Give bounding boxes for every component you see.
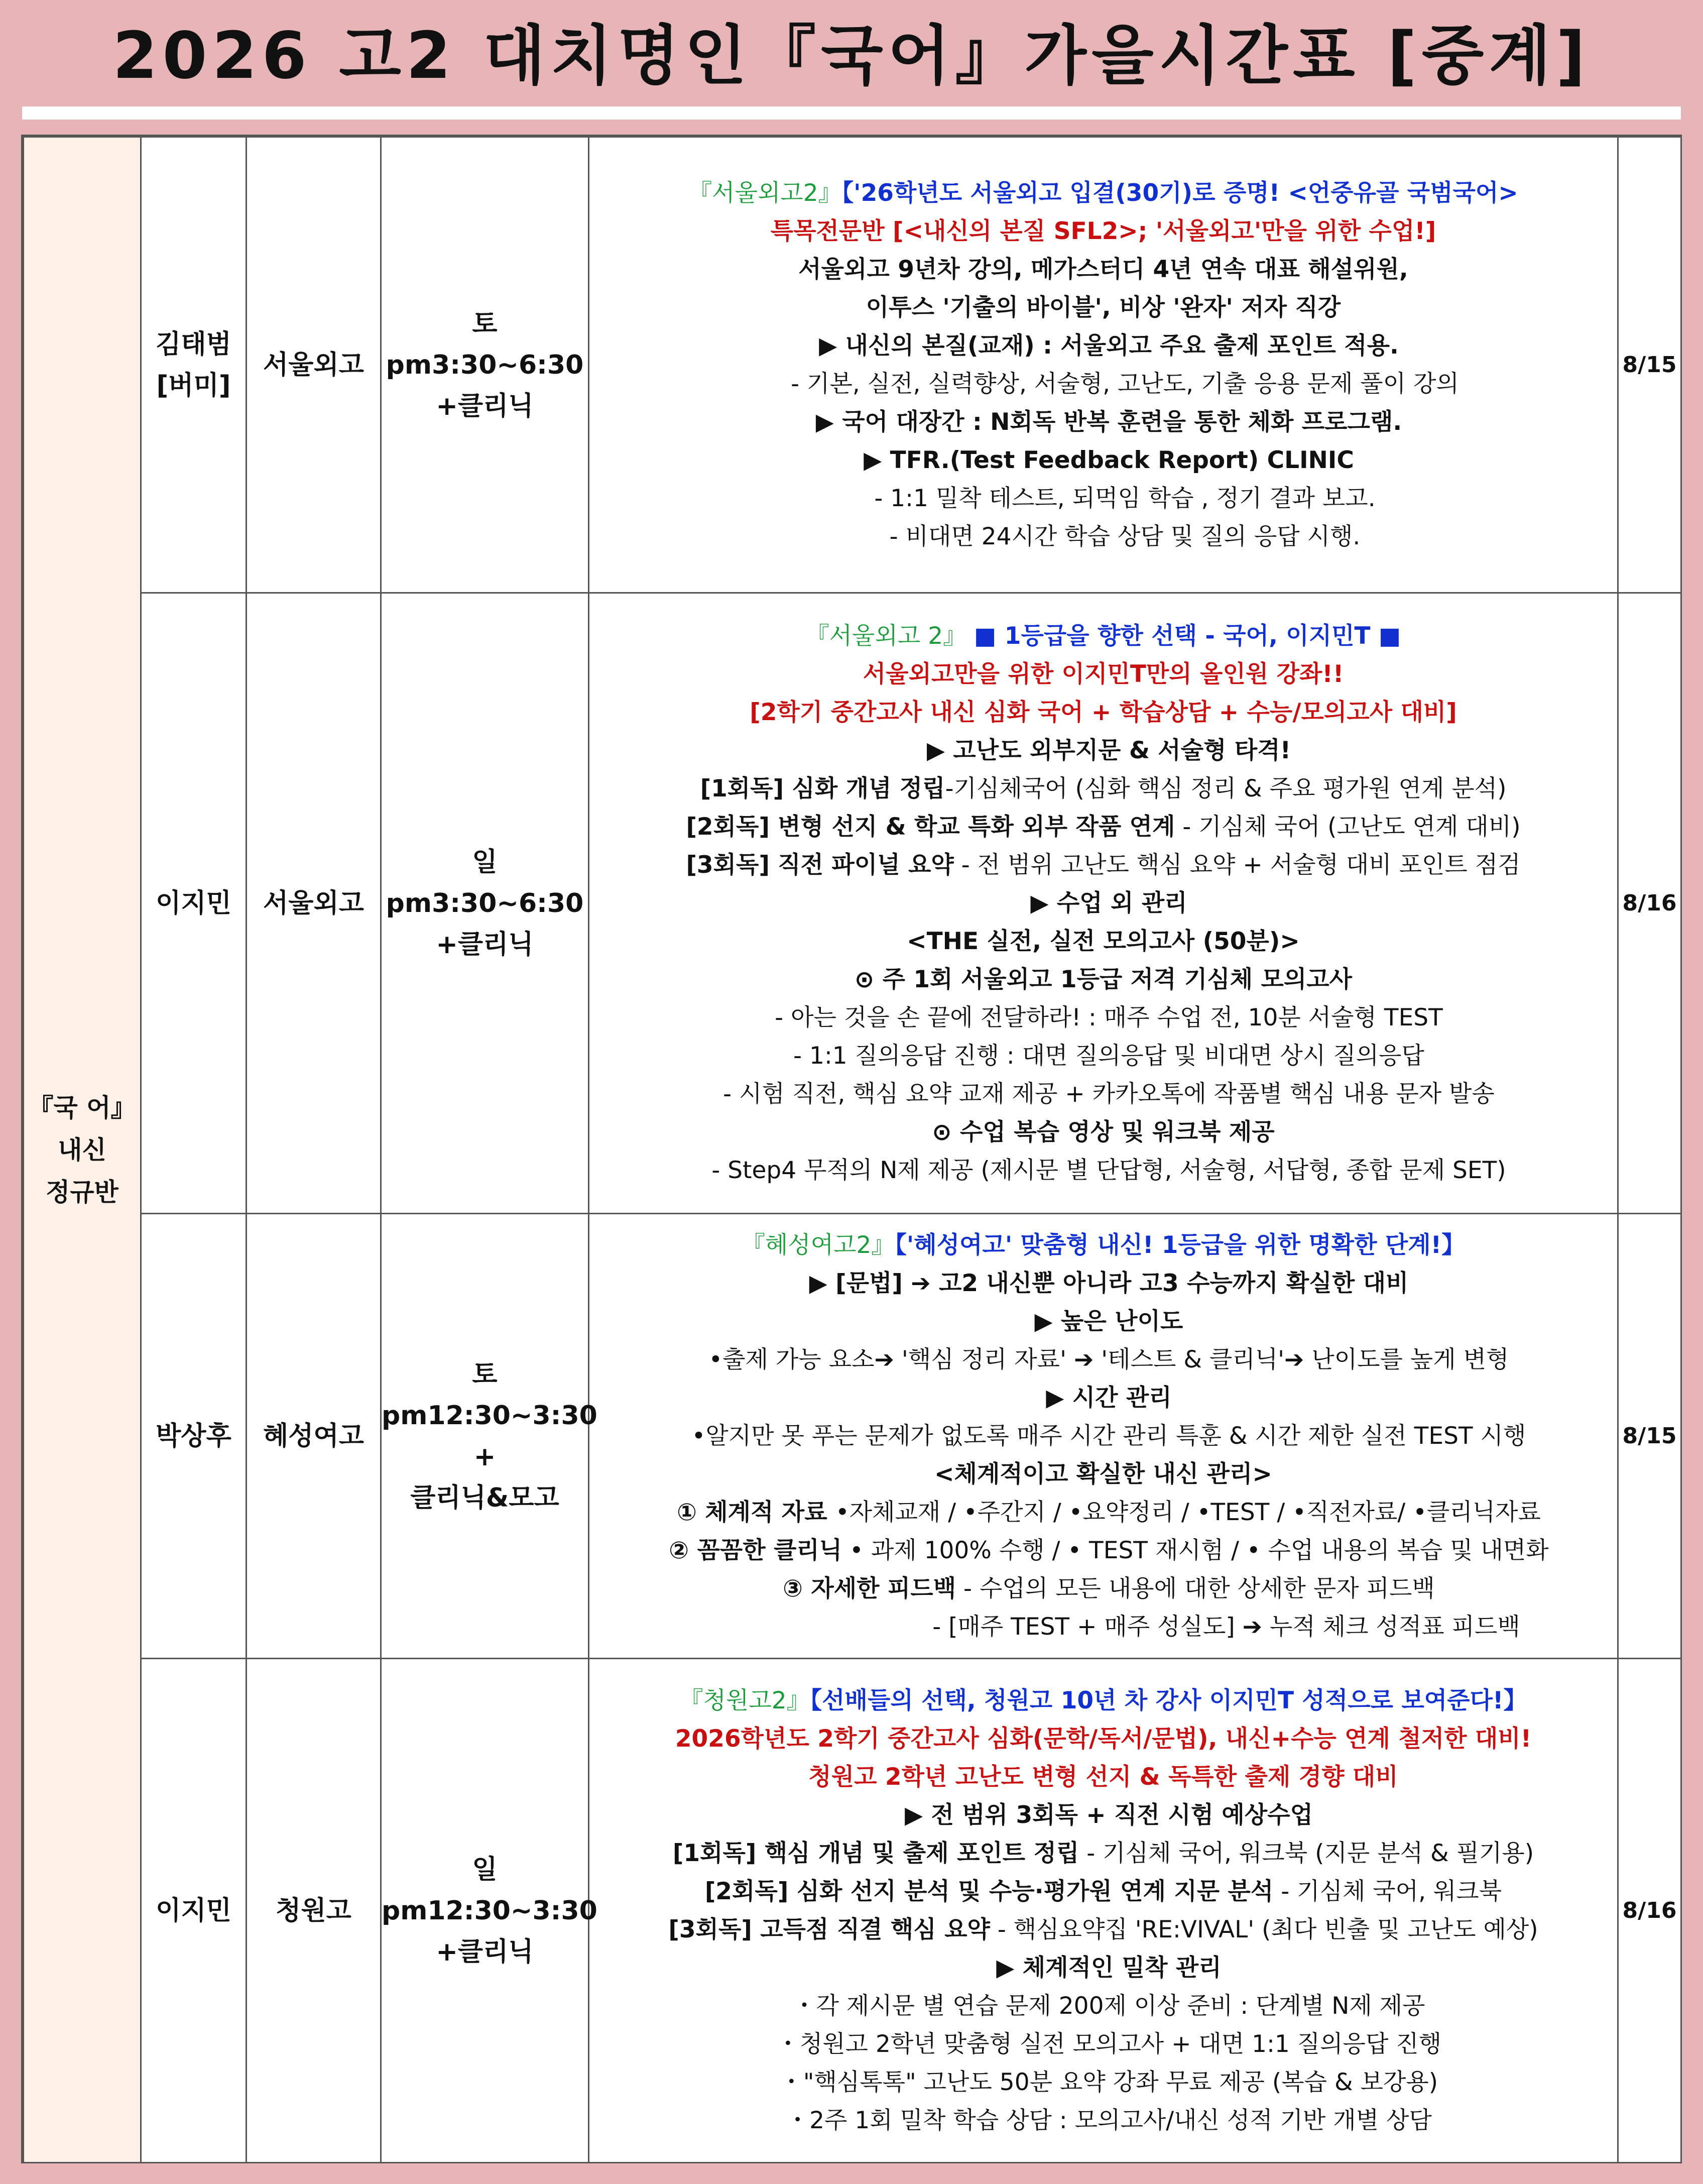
description-text: ▶ 고난도 외부지문 & 서술형 타격!: [926, 736, 1291, 764]
description-line: [589, 2063, 1617, 2102]
description-line: [589, 2102, 1617, 2140]
description-line: [589, 289, 1617, 327]
description-text: ▶ 수업 외 관리: [1030, 889, 1187, 917]
description-text: ▶ [문법] ➔ 고2 내신뿐 아니라 고3 수능까지 확실한 대비: [809, 1269, 1409, 1297]
description-line: [589, 1758, 1617, 1796]
course-description: [589, 1214, 1618, 1659]
description-line: [589, 1987, 1617, 2025]
description-line: [589, 694, 1617, 732]
description-line: [589, 1226, 1617, 1265]
teacher-name: 이지민: [141, 1659, 247, 2163]
description-line: [589, 808, 1617, 846]
description-line: [589, 212, 1617, 251]
description-text: 【'26학년도 서울외고 입결(30기)로 증명! <언중유골 국범국어>: [841, 179, 1518, 207]
description-line: [589, 1303, 1617, 1341]
description-line: [589, 480, 1617, 518]
description-line: [589, 1493, 1617, 1532]
description-text: [2회독] 변형 선지 & 학교 특화 외부 작품 연계: [686, 813, 1175, 841]
description-line: [589, 1455, 1617, 1493]
description-text: - 아는 것을 손 끝에 전달하라! : 매주 수업 전, 10분 서술형 TEST: [775, 1003, 1443, 1031]
class-time: 토 pm3:30~6:30 +클리닉: [381, 137, 589, 593]
description-text: ▶ 체계적인 밀착 관리: [996, 1953, 1222, 1982]
school-name: 서울외고: [247, 593, 381, 1214]
description-text: - 수업의 모든 내용에 대한 상세한 문자 피드백: [956, 1574, 1435, 1602]
school-name: 혜성여고: [247, 1214, 381, 1659]
description-text: 이투스 '기출의 바이블', 비상 '완자' 저자 직강: [866, 293, 1341, 321]
description-text: - 기심체 국어, 워크북 (지문 분석 & 필기용): [1079, 1839, 1534, 1867]
description-text: 『혜성여고2』: [741, 1231, 895, 1259]
description-line: [589, 655, 1617, 694]
description-text: [1회독] 핵심 개념 및 출제 포인트 정립: [672, 1839, 1079, 1867]
description-line: [589, 1873, 1617, 1911]
description-text: ■ 1등급을 향한 선택 - 국어, 이지민T ■: [974, 622, 1401, 650]
timetable: [23, 136, 1682, 2163]
description-text: ▶ 국어 대장간 : N회독 반복 훈련을 통한 체화 프로그램.: [815, 408, 1402, 436]
description-line: [589, 1037, 1617, 1075]
description-line: [589, 770, 1617, 808]
description-line: [589, 961, 1617, 999]
title-underline-bar: [22, 106, 1681, 120]
description-text: 『청원고2』: [679, 1686, 810, 1714]
class-time: 토 pm12:30~3:30 + 클리닉&모고: [381, 1214, 589, 1659]
description-text: [2회독] 심화 선지 분석 및 수능·평가원 연계 지문 분석: [704, 1877, 1274, 1905]
description-text: - 비대면 24시간 학습 상담 및 질의 응답 시행.: [889, 522, 1361, 550]
description-text: 서울외고만을 위한 이지민T만의 올인원 강좌!!: [863, 660, 1344, 688]
description-text: ⊙ 주 1회 서울외고 1등급 저격 기심체 모의고사: [854, 965, 1353, 993]
table-row: [24, 1659, 1681, 2163]
description-text: •알지만 못 푸는 문제가 없도록 매주 시간 관리 특훈 & 시간 제한 실전 TEST 시행: [691, 1422, 1526, 1450]
description-line: [589, 1911, 1617, 1949]
description-line: [589, 1341, 1617, 1379]
start-date: 8/16: [1618, 1659, 1681, 2163]
category-label: 『국 어』 내신 정규반: [28, 1093, 136, 1207]
description-line: [589, 884, 1617, 923]
teacher-name: 박상후: [141, 1214, 247, 1659]
description-line: [589, 1834, 1617, 1873]
description-line: [589, 1075, 1617, 1113]
description-text: ⊙ 수업 복습 영상 및 워크북 제공: [932, 1118, 1275, 1146]
description-line: [589, 1796, 1617, 1834]
description-text: •출제 가능 요소➔ '핵심 정리 자료' ➔ '테스트 & 클리닉'➔ 난이도를 높게 변형: [708, 1345, 1509, 1373]
class-time: 일 pm12:30~3:30 +클리닉: [381, 1659, 589, 2163]
table-row: [24, 593, 1681, 1214]
category-cell: [24, 137, 141, 2163]
description-text: ② 꼼꼼한 클리닉: [669, 1536, 842, 1564]
description-text: ・"핵심톡톡" 고난도 50분 요약 강좌 무료 제공 (복습 & 보강용): [779, 2068, 1438, 2096]
description-line: [589, 251, 1617, 289]
start-date: 8/15: [1618, 137, 1681, 593]
description-text: - [매주 TEST + 매주 성실도] ➔ 누적 체크 성적표 피드백: [932, 1613, 1520, 1641]
description-line: [589, 518, 1617, 556]
description-line: [589, 999, 1617, 1037]
description-text: [1회독] 심화 개념 정립: [700, 774, 945, 802]
description-line: [589, 1949, 1617, 1987]
description-text: 【'혜성여고' 맞춤형 내신! 1등급을 위한 명확한 단계!】: [895, 1231, 1466, 1259]
table-row: [24, 1214, 1681, 1659]
description-line: [589, 1608, 1617, 1646]
description-line: [589, 1532, 1617, 1570]
description-text: 『서울외고2』: [688, 179, 842, 207]
description-line: [589, 441, 1617, 480]
class-time: 일 pm3:30~6:30 +클리닉: [381, 593, 589, 1214]
description-text: ▶ 내신의 본질(교재) : 서울외고 주요 출제 포인트 적용.: [819, 331, 1399, 360]
description-text: •자체교재 / •주간지 / •요약정리 / •TEST / •직전자료/ •클리닉자료: [835, 1498, 1541, 1526]
description-text: - 전 범위 고난도 핵심 요약 + 서술형 대비 포인트 점검: [953, 851, 1521, 879]
description-line: [589, 923, 1617, 961]
description-line: [589, 1113, 1617, 1152]
description-text: ▶ 전 범위 3회독 + 직전 시험 예상수업: [905, 1801, 1313, 1829]
teacher-name: 김태범 [버미]: [141, 137, 247, 593]
description-text: ③ 자세한 피드백: [783, 1574, 956, 1602]
description-text: - 1:1 밀착 테스트, 되먹임 학습 , 정기 결과 보고.: [874, 484, 1376, 512]
description-text: [2학기 중간고사 내신 심화 국어 + 학습상담 + 수능/모의고사 대비]: [750, 698, 1457, 726]
description-line: [589, 2025, 1617, 2063]
description-text: - 핵심요약집 'RE:VIVAL' (최다 빈출 및 고난도 예상): [990, 1915, 1538, 1943]
description-text: 『서울외고 2』: [805, 622, 975, 650]
description-line: [589, 1152, 1617, 1190]
description-line: [589, 1720, 1617, 1758]
description-line: [589, 403, 1617, 441]
description-text: [3회독] 직전 파이널 요약: [686, 851, 954, 879]
description-text: 특목전문반 [<내신의 본질 SFL2>; '서울외고'만을 위한 수업!]: [770, 217, 1436, 245]
description-line: [589, 617, 1617, 655]
description-text: - 시험 직전, 핵심 요약 교재 제공 + 카카오톡에 작품별 핵심 내용 문자 발송: [723, 1080, 1495, 1108]
description-text: 서울외고 9년차 강의, 메가스터디 4년 연속 대표 해설위원,: [798, 255, 1408, 283]
description-text: ▶ 시간 관리: [1046, 1384, 1172, 1412]
course-description: [589, 593, 1618, 1214]
description-text: - 기심체 국어, 워크북: [1273, 1877, 1502, 1905]
start-date: 8/15: [1618, 1214, 1681, 1659]
description-line: [589, 1379, 1617, 1417]
description-text: ① 체계적 자료: [677, 1498, 835, 1526]
start-date: 8/16: [1618, 593, 1681, 1214]
description-text: 2026학년도 2학기 중간고사 심화(문학/독서/문법), 내신+수능 연계 철저한 대비!: [675, 1725, 1532, 1753]
description-line: [589, 1682, 1617, 1720]
course-description: [589, 1659, 1618, 2163]
description-text: ▶ 높은 난이도: [1034, 1307, 1183, 1335]
school-name: 청원고: [247, 1659, 381, 2163]
description-text: - Step4 무적의 N제 제공 (제시문 별 단답형, 서술형, 서답형, 종합 문제 SET): [711, 1156, 1506, 1184]
description-text: ・각 제시문 별 연습 문제 200제 이상 준비 : 단계별 N제 제공: [792, 1992, 1425, 2020]
table-row: [24, 137, 1681, 593]
description-text: ▶ TFR.(Test Feedback Report) CLINIC: [864, 446, 1354, 474]
description-line: [589, 365, 1617, 403]
description-line: [589, 174, 1617, 212]
description-text: ・2주 1회 밀착 학습 상담 : 모의고사/내신 성적 기반 개별 상담: [786, 2106, 1432, 2134]
description-text: -기심체국어 (심화 핵심 정리 & 주요 평가원 연계 분석): [945, 774, 1507, 802]
description-line: [589, 1265, 1617, 1303]
description-text: ・청원고 2학년 맞춤형 실전 모의고사 + 대면 1:1 질의응답 진행: [776, 2030, 1442, 2058]
page-title: 2026 고2 대치명인『국어』가을시간표 [중계]: [112, 19, 1591, 93]
school-name: 서울외고: [247, 137, 381, 593]
description-text: [3회독] 고득점 직결 핵심 요약: [668, 1915, 990, 1943]
description-text: <THE 실전, 실전 모의고사 (50분)>: [907, 927, 1300, 955]
description-text: - 1:1 질의응답 진행 : 대면 질의응답 및 비대면 상시 질의응답: [793, 1042, 1424, 1070]
description-text: • 과제 100% 수행 / • TEST 재시험 / • 수업 내용의 복습 및 내면화: [842, 1536, 1549, 1564]
description-line: [589, 327, 1617, 365]
description-text: 【선배들의 선택, 청원고 10년 차 강사 이지민T 성적으로 보여준다!】: [810, 1686, 1527, 1714]
course-description: [589, 137, 1618, 593]
description-line: [589, 1417, 1617, 1455]
description-line: [589, 846, 1617, 884]
description-line: [589, 732, 1617, 770]
timetable-sheet: [21, 135, 1682, 2163]
description-text: - 기본, 실전, 실력향상, 서술형, 고난도, 기출 응용 문제 풀이 강의: [791, 370, 1459, 398]
description-text: 청원고 2학년 고난도 변형 선지 & 독특한 출제 경향 대비: [808, 1763, 1398, 1791]
teacher-name: 이지민: [141, 593, 247, 1214]
description-line: [589, 1570, 1617, 1608]
description-text: - 기심체 국어 (고난도 연계 대비): [1175, 813, 1521, 841]
description-text: <체계적이고 확실한 내신 관리>: [934, 1460, 1272, 1488]
